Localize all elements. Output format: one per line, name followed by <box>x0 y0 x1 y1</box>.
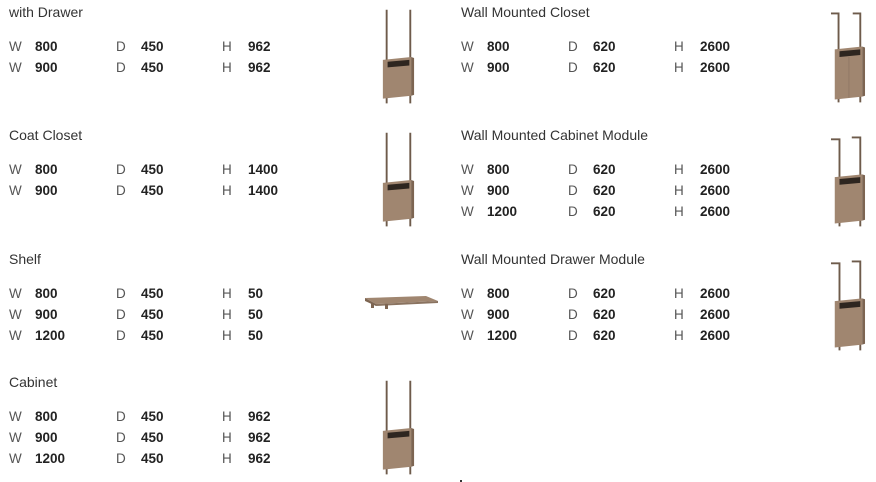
product-title: Cabinet <box>9 374 58 390</box>
product-cabinet: Cabinet W 800 D 450 H 962 W 900 D 450 H 962 W 1200 D 450 H 962 <box>9 374 271 466</box>
product-title: Wall Mounted Drawer Module <box>461 251 645 267</box>
shelf-illustration <box>362 292 442 314</box>
wall-mounted-cabinet-module-illustration <box>828 128 868 232</box>
product-shelf: Shelf W 800 D 450 H 50 W 900 D 450 H 50 W 1200 D 450 H 50 <box>9 251 264 343</box>
product-title: Wall Mounted Cabinet Module <box>461 127 649 143</box>
coat-closet-illustration <box>378 128 418 232</box>
product-title: Coat Closet <box>9 127 83 143</box>
wall-mounted-drawer-module-illustration <box>828 252 868 356</box>
product-with-drawer: with Drawer W 800 D 450 H 962 W 900 D 450 H 962 <box>9 4 271 75</box>
product-wall-mounted-cabinet-module: Wall Mounted Cabinet Module W 800 D 620 H 2600 W 900 D 620 H 2600 W 1200 D 620 H 2600 <box>461 127 731 219</box>
product-title: Shelf <box>9 251 41 267</box>
product-wall-mounted-closet: Wall Mounted Closet W 800 D 620 H 2600 W 900 D 620 H 2600 <box>461 4 731 75</box>
product-title: Wall Mounted Closet <box>461 4 590 20</box>
product-coat-closet: Coat Closet W 800 D 450 H 1400 W 900 D 450 H 1400 <box>9 127 279 198</box>
product-title: with Drawer <box>9 4 83 20</box>
cabinet-illustration <box>378 376 418 480</box>
with-drawer-illustration <box>378 5 418 109</box>
wall-mounted-closet-illustration <box>828 4 868 108</box>
product-wall-mounted-drawer-module: Wall Mounted Drawer Module W 800 D 620 H 2600 W 900 D 620 H 2600 W 1200 D 620 H 2600 <box>461 251 731 343</box>
